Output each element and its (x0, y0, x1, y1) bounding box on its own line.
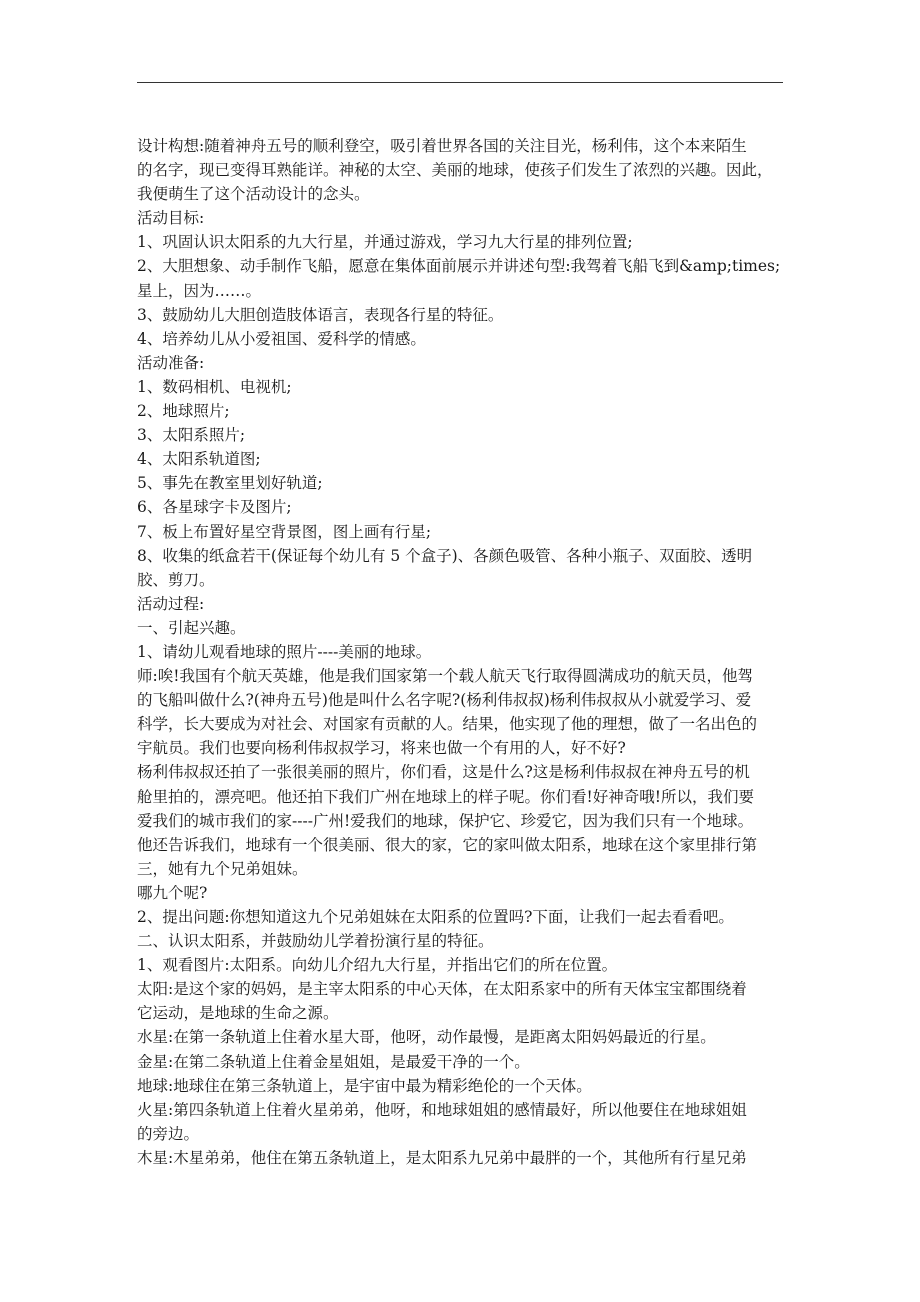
text-line: 爱我们的城市我们的家----广州!爱我们的地球，保护它、珍爱它，因为我们只有一个地球。 (137, 811, 754, 830)
text-line: 2、提出问题:你想知道这九个兄弟姐妹在太阳系的位置吗?下面，让我们一起去看看吧。 (137, 908, 734, 926)
text-line: 水星:在第一条轨道上住着水星大哥，他呀，动作最慢，是距离太阳妈妈最近的行星。 (137, 1028, 716, 1047)
text-line: 我便萌生了这个活动设计的念头。 (137, 185, 370, 204)
text-line: 地球:地球住在第三条轨道上，是宇宙中最为精彩绝伦的一个天体。 (137, 1076, 592, 1095)
text-line: 4、太阳系轨道图; (137, 450, 261, 469)
text-line: 2、地球照片; (137, 402, 230, 421)
text-line: 2、大胆想象、动手制作飞船，愿意在集体面前展示并讲述句型:我驾着飞船飞到&amp;times; (137, 257, 781, 276)
text-line: 8、收集的纸盒若干(保证每个幼儿有 5 个盒子)、各颜色吸管、各种小瓶子、双面胶、透明 (137, 546, 753, 565)
section-heading: 活动过程: (137, 594, 205, 613)
text-line: 1、请幼儿观看地球的照片----美丽的地球。 (137, 642, 432, 661)
text-line: 4、培养幼儿从小爱祖国、爱科学的情感。 (137, 329, 426, 348)
document-body (137, 134, 785, 1170)
text-line: 1、数码相机、电视机; (137, 377, 292, 396)
text-line: 的飞船叫做什么?(神舟五号)他是叫什么名字呢?(杨利伟叔叔)杨利伟叔叔从小就爱学习、爱 (137, 691, 752, 710)
text-line: 5、事先在教室里划好轨道; (137, 474, 323, 493)
text-line: 他还告诉我们，地球有一个很美丽、很大的家，它的家叫做太阳系，地球在这个家里排行第 (137, 835, 758, 854)
text-line: 的名字，现已变得耳熟能详。神秘的太空、美丽的地球，使孩子们发生了浓烈的兴趣。因此， (137, 161, 773, 180)
header-rule (137, 82, 783, 83)
text-line: 3、鼓励幼儿大胆创造肢体语言，表现各行星的特征。 (137, 305, 504, 324)
text-line: 火星:第四条轨道上住着火星弟弟，他呀，和地球姐姐的感情最好，所以他要住在地球姐姐 (137, 1100, 747, 1119)
text-line: 7、板上布置好星空背景图，图上画有行星; (137, 522, 432, 541)
text-line: 6、各星球字卡及图片; (137, 498, 292, 517)
text-line: 太阳:是这个家的妈妈，是主宰太阳系的中心天体，在太阳系家中的所有天体宝宝都围绕着 (137, 980, 747, 999)
text-line: 设计构想:随着神舟五号的顺利登空，吸引着世界各国的关注目光，杨利伟，这个本来陌生 (137, 137, 747, 155)
text-line: 宇航员。我们也要向杨利伟叔叔学习，将来也做一个有用的人，好不好? (137, 739, 626, 758)
text-line: 星上，因为……。 (137, 281, 262, 300)
text-line: 二、认识太阳系，并鼓励幼儿学着扮演行星的特征。 (137, 932, 494, 951)
text-line: 1、观看图片:太阳系。向幼儿介绍九大行星，并指出它们的所在位置。 (137, 956, 618, 975)
text-line: 舱里拍的，漂亮吧。他还拍下我们广州在地球上的样子呢。你们看!好神奇哦!所以，我们要 (137, 787, 754, 806)
text-line: 胶、剪刀。 (137, 570, 215, 589)
text-line: 一、引起兴趣。 (137, 618, 246, 637)
text-line: 金星:在第二条轨道上住着金星姐姐，是最爱干净的一个。 (137, 1052, 530, 1071)
text-line: 三，她有九个兄弟姐妹。 (137, 859, 308, 878)
text-line: 它运动，是地球的生命之源。 (137, 1004, 339, 1023)
section-heading: 活动目标: (137, 209, 205, 228)
text-line: 师:唉!我国有个航天英雄，他是我们国家第一个载人航天飞行取得圆满成功的航天员，他驾 (137, 667, 753, 686)
text-line: 的旁边。 (137, 1124, 200, 1143)
text-line: 哪九个呢? (137, 883, 208, 902)
text-line: 科学，长大要成为对社会、对国家有贡献的人。结果，他实现了他的理想，做了一名出色的 (137, 715, 758, 734)
text-line: 3、太阳系照片; (137, 426, 246, 445)
section-heading: 活动准备: (137, 353, 205, 372)
text-line: 木星:木星弟弟，他住在第五条轨道上，是太阳系九兄弟中最胖的一个，其他所有行星兄弟 (137, 1148, 747, 1167)
text-line: 1、巩固认识太阳系的九大行星，并通过游戏，学习九大行星的排列位置; (137, 233, 633, 252)
text-line: 杨利伟叔叔还拍了一张很美丽的照片，你们看，这是什么?这是杨利伟叔叔在神舟五号的机 (137, 763, 750, 782)
